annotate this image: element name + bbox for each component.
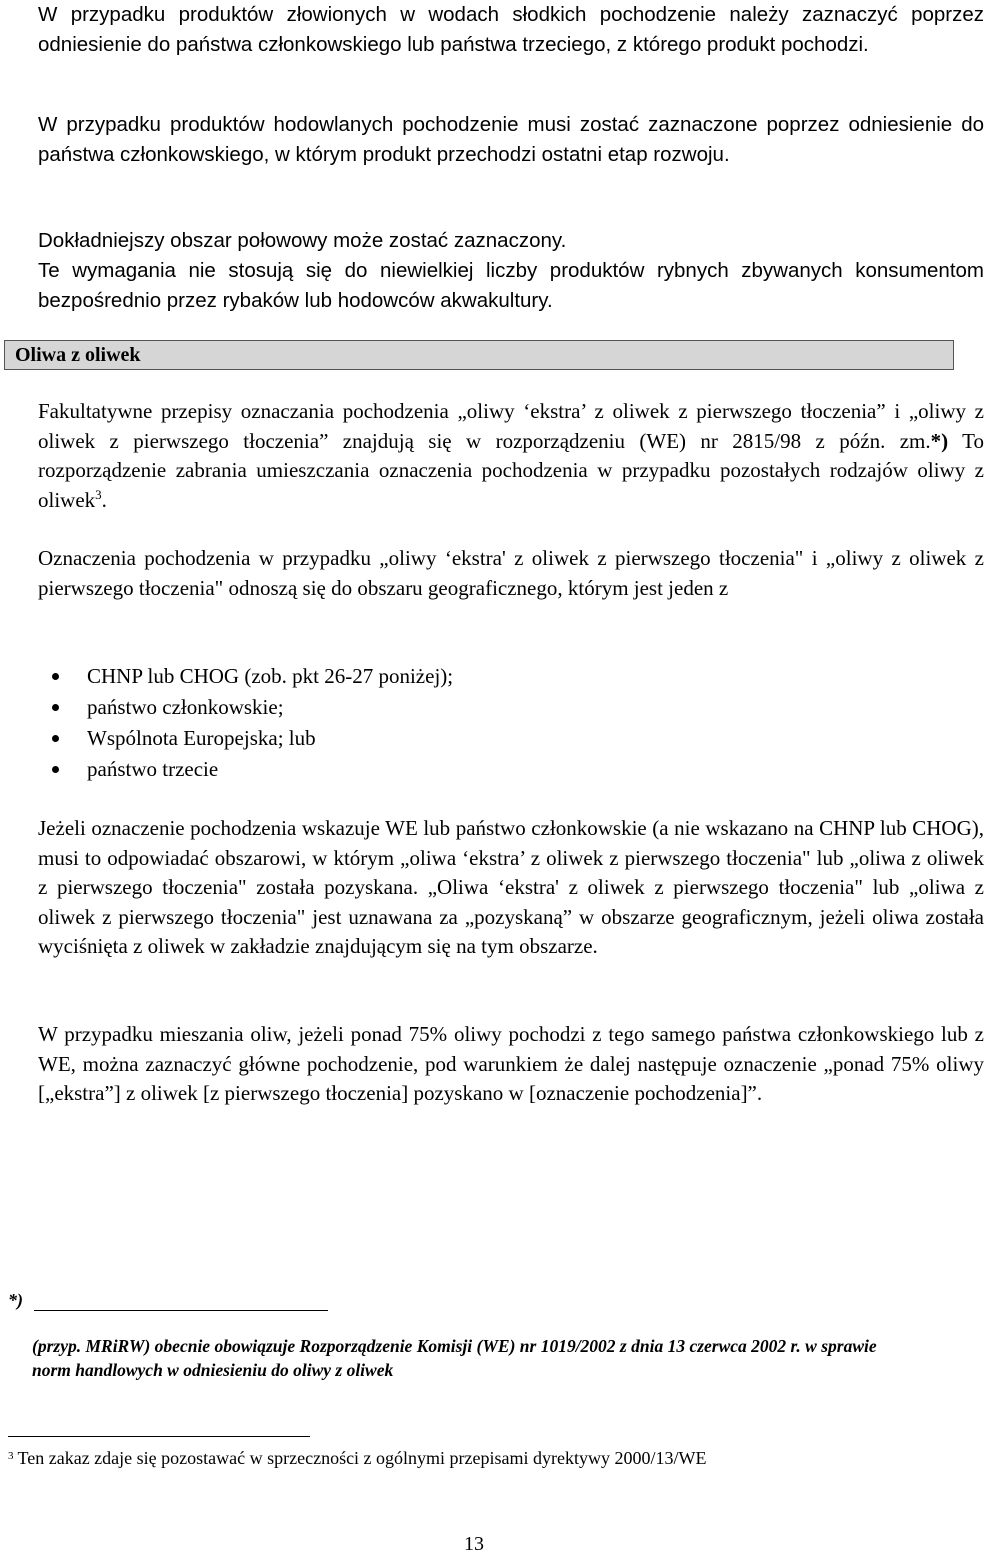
paragraph-16	[0, 397, 984, 515]
paragraph-text: Fakultatywne przepisy oznaczania pochodzenia „oliwy ‘ekstra’ z oliwek z pierwszego tłoczenia” i „oliwy z oliwek z pierwszego tłoczenia” znajdują się w rozporządzeniu (WE) nr 2815/98 z późn. zm.	[38, 399, 984, 453]
footnote-star-divider	[34, 1310, 328, 1311]
footnote-ref: 3	[95, 486, 102, 502]
paragraph-text: Jeżeli oznaczenie pochodzenia wskazuje WE lub państwo członkowskie (a nie wskazano na CHNP lub CHOG), musi to odpowiadać obszarowi, w którym „oliwa ‘ekstra’ z oliwek z pierwszego tłoczenia" lub „oliwa z oliwek z pierwszego tłoczenia" została pozyskana. „Oliwa ‘ekstra' z oliwek z pierwszego tłoczenia" lub „oliwa z oliwek z pierwszego tłoczenia" jest uznawana za „pozyskaną” w obszarze geograficznym, jeżeli oliwa została wyciśnięta z oliwek w zakładzie znajdującym się na tym obszarze.	[38, 816, 984, 958]
paragraph-number	[0, 544, 38, 574]
paragraph-13	[0, 110, 984, 169]
paragraph-text: Dokładniejszy obszar połowowy może zostać zaznaczony.	[38, 229, 567, 252]
list-item: państwo trzecie	[50, 754, 453, 785]
footnote-3	[8, 1446, 707, 1470]
paragraph-number	[0, 110, 38, 140]
footnote-star-text: (przyp. MRiRW) obecnie obowiązuje Rozporządzenie Komisji (WE) nr 1019/2002 z dnia 13 czerwca 2002 r. w sprawie norm handlowych w odniesieniu do oliwy z oliwek	[32, 1336, 877, 1380]
paragraph-end: .	[101, 487, 107, 512]
list-item: Wspólnota Europejska; lub	[50, 723, 453, 754]
paragraph-number	[0, 1020, 38, 1050]
list-item: państwo członkowskie;	[50, 692, 453, 723]
paragraph-14	[0, 226, 984, 256]
section-heading: Oliwa z oliwek	[15, 344, 141, 366]
paragraph-number	[0, 256, 38, 286]
paragraph-text: W przypadku produktów złowionych w wodach słodkich pochodzenie należy zaznaczyć poprzez odniesienie do państwa członkowskiego lub państwa trzeciego, z którego produkt pochodzi.	[38, 3, 984, 56]
page-number: 13	[464, 1533, 484, 1555]
footnote-star-ref: *)	[930, 428, 949, 453]
paragraph-number	[0, 397, 38, 427]
footnote-divider	[8, 1436, 310, 1437]
footnote-star-mark: *)	[8, 1290, 23, 1310]
paragraph-number	[0, 226, 38, 256]
paragraph-text-cont: To rozporządzenie zabrania umieszczania oznaczenia pochodzenia w przypadku pozostałych rodzajów oliwy z oliwek	[38, 428, 984, 512]
paragraph-18	[0, 814, 984, 962]
paragraph-text: W przypadku produktów hodowlanych pochodzenie musi zostać zaznaczone poprzez odniesienie do państwa członkowskiego, w którym produkt przechodzi ostatni etap rozwoju.	[38, 113, 984, 166]
paragraph-15	[0, 256, 984, 315]
footnote-3-mark: 3	[8, 1450, 14, 1462]
paragraph-number	[0, 0, 38, 30]
bullet-list	[50, 661, 453, 785]
paragraph-text: W przypadku mieszania oliw, jeżeli ponad 75% oliwy pochodzi z tego samego państwa członkowskiego lub z WE, można zaznaczyć główne pochodzenie, pod warunkiem że dalej następuje oznaczenie „ponad 75% oliwy [„ekstra”] z oliwek [z pierwszego tłoczenia] pozyskano w [oznaczenie pochodzenia]”.	[38, 1022, 984, 1105]
section-heading-box	[4, 340, 954, 370]
list-item: CHNP lub CHOG (zob. pkt 26-27 poniżej);	[50, 661, 453, 692]
paragraph-text: Oznaczenia pochodzenia w przypadku „oliwy ‘ekstra' z oliwek z pierwszego tłoczenia" i „oliwy z oliwek z pierwszego tłoczenia" odnoszą się do obszaru geograficznego, którym jest jeden z	[38, 546, 984, 600]
paragraph-19	[0, 1020, 984, 1109]
paragraph-text: Te wymagania nie stosują się do niewielkiej liczby produktów rybnych zbywanych konsumentom bezpośrednio przez rybaków lub hodowców akwakultury.	[38, 259, 984, 312]
footnote-3-text: Ten zakaz zdaje się pozostawać w sprzeczności z ogólnymi przepisami dyrektywy 2000/13/WE	[17, 1448, 707, 1468]
paragraph-number	[0, 814, 38, 844]
paragraph-12	[0, 0, 984, 59]
paragraph-17	[0, 544, 984, 603]
